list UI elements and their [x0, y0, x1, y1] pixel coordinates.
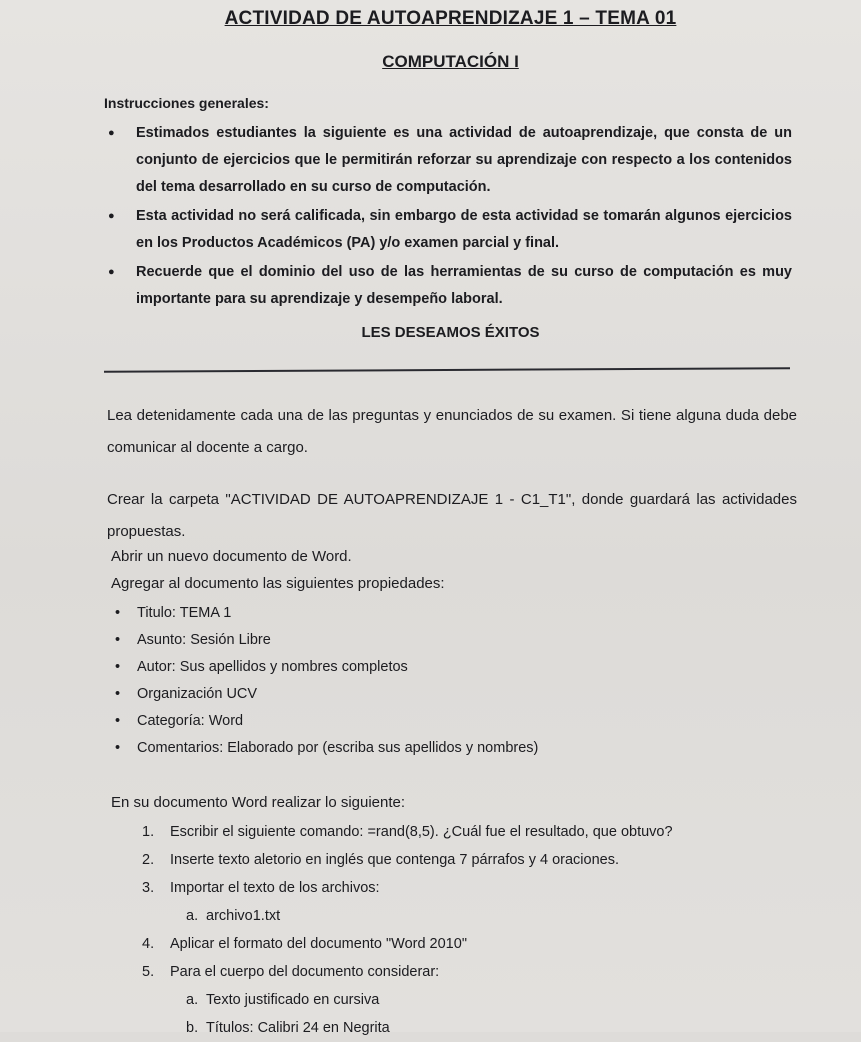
item-number: 3.	[142, 880, 155, 896]
read-instructions-paragraph: Lea detenidamente cada una de las preguntas y enunciados de su examen. Si tiene alguna duda debe comunicar al docente a cargo.	[107, 407, 797, 456]
list-item: ● Esta actividad no será calificada, sin embargo de esta actividad se tomarán algunos ejercicios en los Productos Académicos (PA) y/o examen parcial y final.	[100, 203, 792, 257]
item-text: archivo1.txt	[206, 908, 281, 924]
list-item: • Comentarios: Elaborado por (escriba sus apellidos y nombres)	[111, 735, 538, 762]
create-folder-paragraph: Crear la carpeta "ACTIVIDAD DE AUTOAPRENDIZAJE 1 - C1_T1", donde guardará las actividades propuestas.	[107, 491, 797, 540]
item-number: b.	[186, 1020, 199, 1036]
list-item	[142, 1014, 673, 1042]
item-text: Inserte texto aletorio en inglés que contenga 7 párrafos y 4 oraciones.	[170, 852, 619, 868]
list-item: • Asunto: Sesión Libre	[111, 627, 538, 654]
list-item: • Autor: Sus apellidos y nombres completos	[111, 654, 538, 681]
item-number: 2.	[142, 852, 155, 868]
open-document-instruction: Abrir un nuevo documento de Word.	[111, 548, 352, 565]
list-item: • Categoría: Word	[111, 708, 538, 735]
course-subtitle: COMPUTACIÓN I	[382, 52, 519, 71]
item-number: a.	[186, 992, 199, 1008]
item-text: Títulos: Calibri 24 en Negrita	[206, 1020, 390, 1036]
list-item: • Titulo: TEMA 1	[111, 600, 538, 627]
list-item	[142, 818, 673, 846]
list-item	[142, 986, 673, 1014]
item-number: a.	[186, 908, 199, 924]
item-number: 1.	[142, 824, 155, 840]
word-tasks-heading: En su documento Word realizar lo siguiente:	[111, 794, 406, 811]
general-instructions-list	[100, 120, 792, 315]
success-message: LES DESEAMOS ÉXITOS	[361, 324, 540, 341]
word-tasks-list	[142, 818, 673, 1042]
list-item	[142, 902, 673, 930]
list-item: ● Estimados estudiantes la siguiente es una actividad de autoaprendizaje, que consta de un conjunto de ejercicios que le permitirán reforzar su aprendizaje con respecto a los contenidos del tema desarrollado en su curso de computación.	[100, 120, 792, 201]
item-number: 4.	[142, 936, 155, 952]
item-number: 5.	[142, 964, 155, 980]
divider-line	[104, 367, 790, 373]
general-instructions-heading: Instrucciones generales:	[104, 95, 269, 111]
list-item: • Organización UCV	[111, 681, 538, 708]
list-item	[142, 846, 673, 874]
list-item	[142, 958, 673, 986]
add-properties-instruction: Agregar al documento las siguientes propiedades:	[111, 575, 445, 592]
list-item	[142, 930, 673, 958]
item-text: Escribir el siguiente comando: =rand(8,5). ¿Cuál fue el resultado, que obtuvo?	[170, 824, 673, 840]
item-text: Para el cuerpo del documento considerar:	[170, 964, 440, 980]
document-title: ACTIVIDAD DE AUTOAPRENDIZAJE 1 – TEMA 01	[224, 8, 677, 29]
list-item: ● Recuerde que el dominio del uso de las herramientas de su curso de computación es muy importante para su aprendizaje y desempeño laboral.	[100, 259, 792, 313]
list-item	[142, 874, 673, 902]
item-text: Importar el texto de los archivos:	[170, 880, 380, 896]
item-text: Texto justificado en cursiva	[206, 992, 380, 1008]
properties-list	[111, 600, 538, 762]
item-text: Aplicar el formato del documento "Word 2010"	[170, 936, 467, 952]
